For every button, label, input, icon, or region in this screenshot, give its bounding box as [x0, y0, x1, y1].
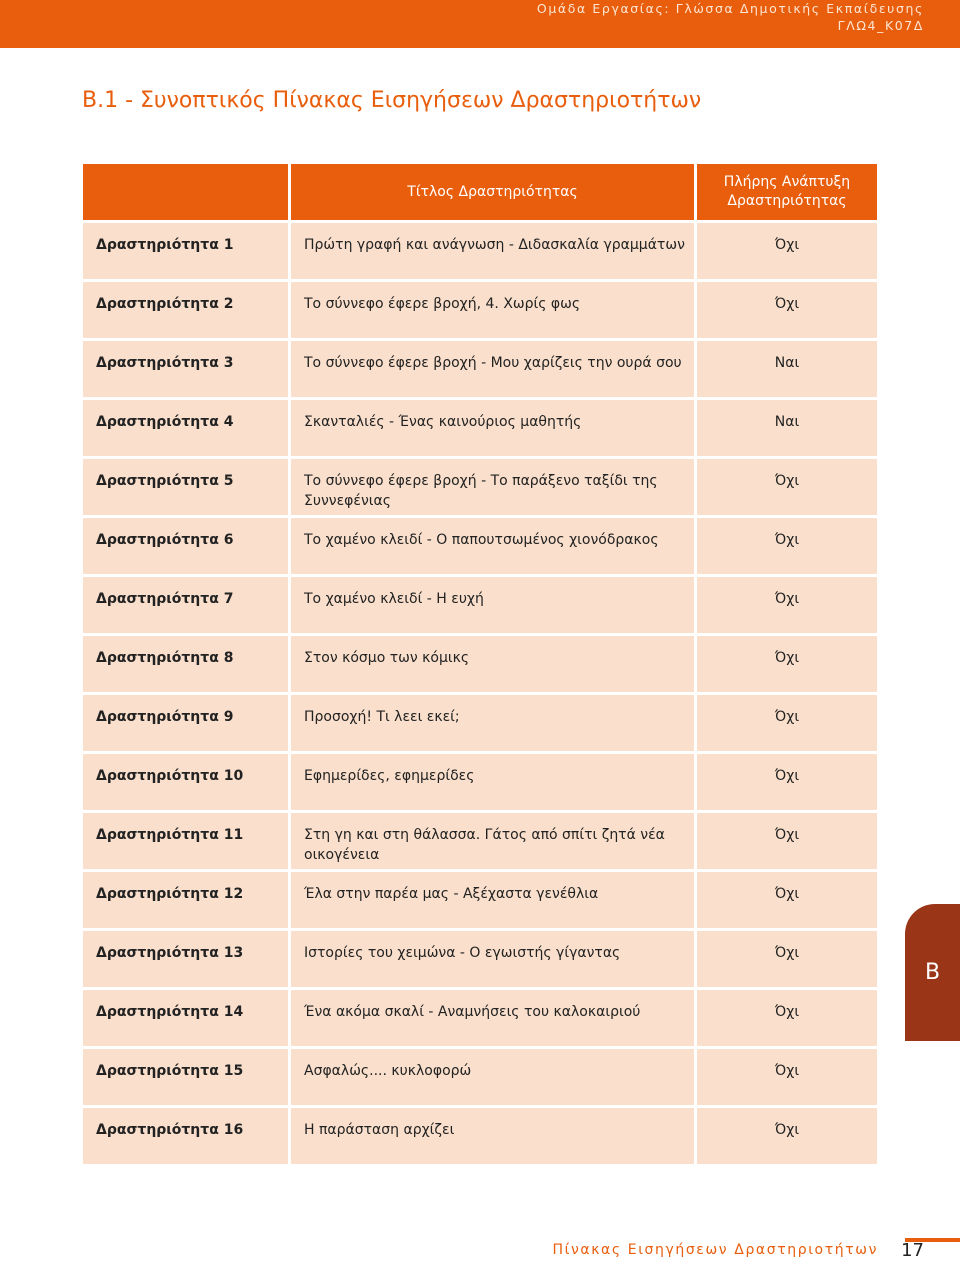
full-development-cell: Όχι: [697, 695, 877, 751]
activity-title-cell: Εφημερίδες, εφημερίδες: [291, 754, 694, 810]
full-development-cell: Ναι: [697, 341, 877, 397]
header-label-cell: [83, 164, 288, 220]
full-development-cell: Όχι: [697, 1108, 877, 1164]
activity-label-cell: Δραστηριότητα 16: [83, 1108, 288, 1164]
activity-label-cell: Δραστηριότητα 2: [83, 282, 288, 338]
activity-title-cell: Ένα ακόμα σκαλί - Αναμνήσεις του καλοκαιριού: [291, 990, 694, 1046]
header-band: [0, 0, 960, 48]
table-row: [83, 518, 877, 574]
activity-title-cell: Το χαμένο κλειδί - Η ευχή: [291, 577, 694, 633]
full-development-cell: Όχι: [697, 1049, 877, 1105]
full-development-cell: Όχι: [697, 518, 877, 574]
activity-label-cell: Δραστηριότητα 3: [83, 341, 288, 397]
activity-label-cell: Δραστηριότητα 15: [83, 1049, 288, 1105]
page-number: 17: [901, 1240, 924, 1261]
table-row: [83, 695, 877, 751]
full-development-cell: Όχι: [697, 872, 877, 928]
table-row: [83, 223, 877, 279]
header-group: Ομάδα Εργασίας: Γλώσσα Δημοτικής Εκπαίδευσης: [536, 1, 924, 16]
activity-label-cell: Δραστηριότητα 4: [83, 400, 288, 456]
header-full-dev-cell: [697, 164, 877, 220]
section-tab: B: [905, 904, 960, 1041]
full-development-cell: Όχι: [697, 459, 877, 515]
activity-title-cell: Το σύννεφο έφερε βροχή - Μου χαρίζεις την ουρά σου: [291, 341, 694, 397]
table-row: [83, 872, 877, 928]
table-row: [83, 1108, 877, 1164]
activity-title-cell: Σκανταλιές - Ένας καινούριος μαθητής: [291, 400, 694, 456]
activity-title-cell: Το χαμένο κλειδί - Ο παπουτσωμένος χιονόδρακος: [291, 518, 694, 574]
activity-label-cell: Δραστηριότητα 12: [83, 872, 288, 928]
full-development-cell: Όχι: [697, 636, 877, 692]
activity-label-cell: Δραστηριότητα 8: [83, 636, 288, 692]
activity-title-cell: Ιστορίες του χειμώνα - Ο εγωιστής γίγαντας: [291, 931, 694, 987]
table-row: [83, 754, 877, 810]
activity-label-cell: Δραστηριότητα 6: [83, 518, 288, 574]
header-title-cell: Τίτλος Δραστηριότητας: [291, 164, 694, 220]
activity-label-cell: Δραστηριότητα 5: [83, 459, 288, 515]
activity-title-cell: Η παράσταση αρχίζει: [291, 1108, 694, 1164]
table-row: [83, 931, 877, 987]
full-development-cell: Όχι: [697, 282, 877, 338]
activity-title-cell: Ασφαλώς.... κυκλοφορώ: [291, 1049, 694, 1105]
page-title: Β.1 - Συνοπτικός Πίνακας Εισηγήσεων Δραστηριοτήτων: [82, 88, 702, 113]
activity-title-cell: Πρώτη γραφή και ανάγνωση - Διδασκαλία γραμμάτων: [291, 223, 694, 279]
full-development-cell: Όχι: [697, 223, 877, 279]
activity-title-cell: Το σύννεφο έφερε βροχή - Το παράξενο ταξίδι της Συννεφένιας: [291, 459, 694, 515]
table-row: [83, 459, 877, 515]
activity-label-cell: Δραστηριότητα 1: [83, 223, 288, 279]
activity-title-cell: Στον κόσμο των κόμικς: [291, 636, 694, 692]
summary-table: [80, 161, 880, 1167]
full-development-cell: Ναι: [697, 400, 877, 456]
activity-label-cell: Δραστηριότητα 13: [83, 931, 288, 987]
full-development-cell: Όχι: [697, 931, 877, 987]
table-row: [83, 400, 877, 456]
header-full-dev-line1: Πλήρης Ανάπτυξη: [723, 174, 851, 190]
activity-label-cell: Δραστηριότητα 9: [83, 695, 288, 751]
full-development-cell: Όχι: [697, 577, 877, 633]
full-development-cell: Όχι: [697, 990, 877, 1046]
activity-label-cell: Δραστηριότητα 11: [83, 813, 288, 869]
full-development-cell: Όχι: [697, 813, 877, 869]
table-row: [83, 282, 877, 338]
activity-title-cell: Έλα στην παρέα μας - Αξέχαστα γενέθλια: [291, 872, 694, 928]
table-row: [83, 577, 877, 633]
activity-label-cell: Δραστηριότητα 10: [83, 754, 288, 810]
header-full-dev-line2: Δραστηριότητας: [727, 193, 847, 209]
table-row: [83, 341, 877, 397]
activity-title-cell: Το σύννεφο έφερε βροχή, 4. Χωρίς φως: [291, 282, 694, 338]
activity-title-cell: Στη γη και στη θάλασσα. Γάτος από σπίτι ζητά νέα οικογένεια: [291, 813, 694, 869]
activity-label-cell: Δραστηριότητα 14: [83, 990, 288, 1046]
table-row: [83, 990, 877, 1046]
table-row: [83, 636, 877, 692]
footer-text: Πίνακας Εισηγήσεων Δραστηριοτήτων: [552, 1242, 878, 1258]
table-header-row: [83, 164, 877, 220]
activity-label-cell: Δραστηριότητα 7: [83, 577, 288, 633]
table-row: [83, 1049, 877, 1105]
header-code: ΓΛΩ4_Κ07Δ: [837, 18, 924, 33]
full-development-cell: Όχι: [697, 754, 877, 810]
activity-title-cell: Προσοχή! Τι λεει εκεί;: [291, 695, 694, 751]
table-row: [83, 813, 877, 869]
